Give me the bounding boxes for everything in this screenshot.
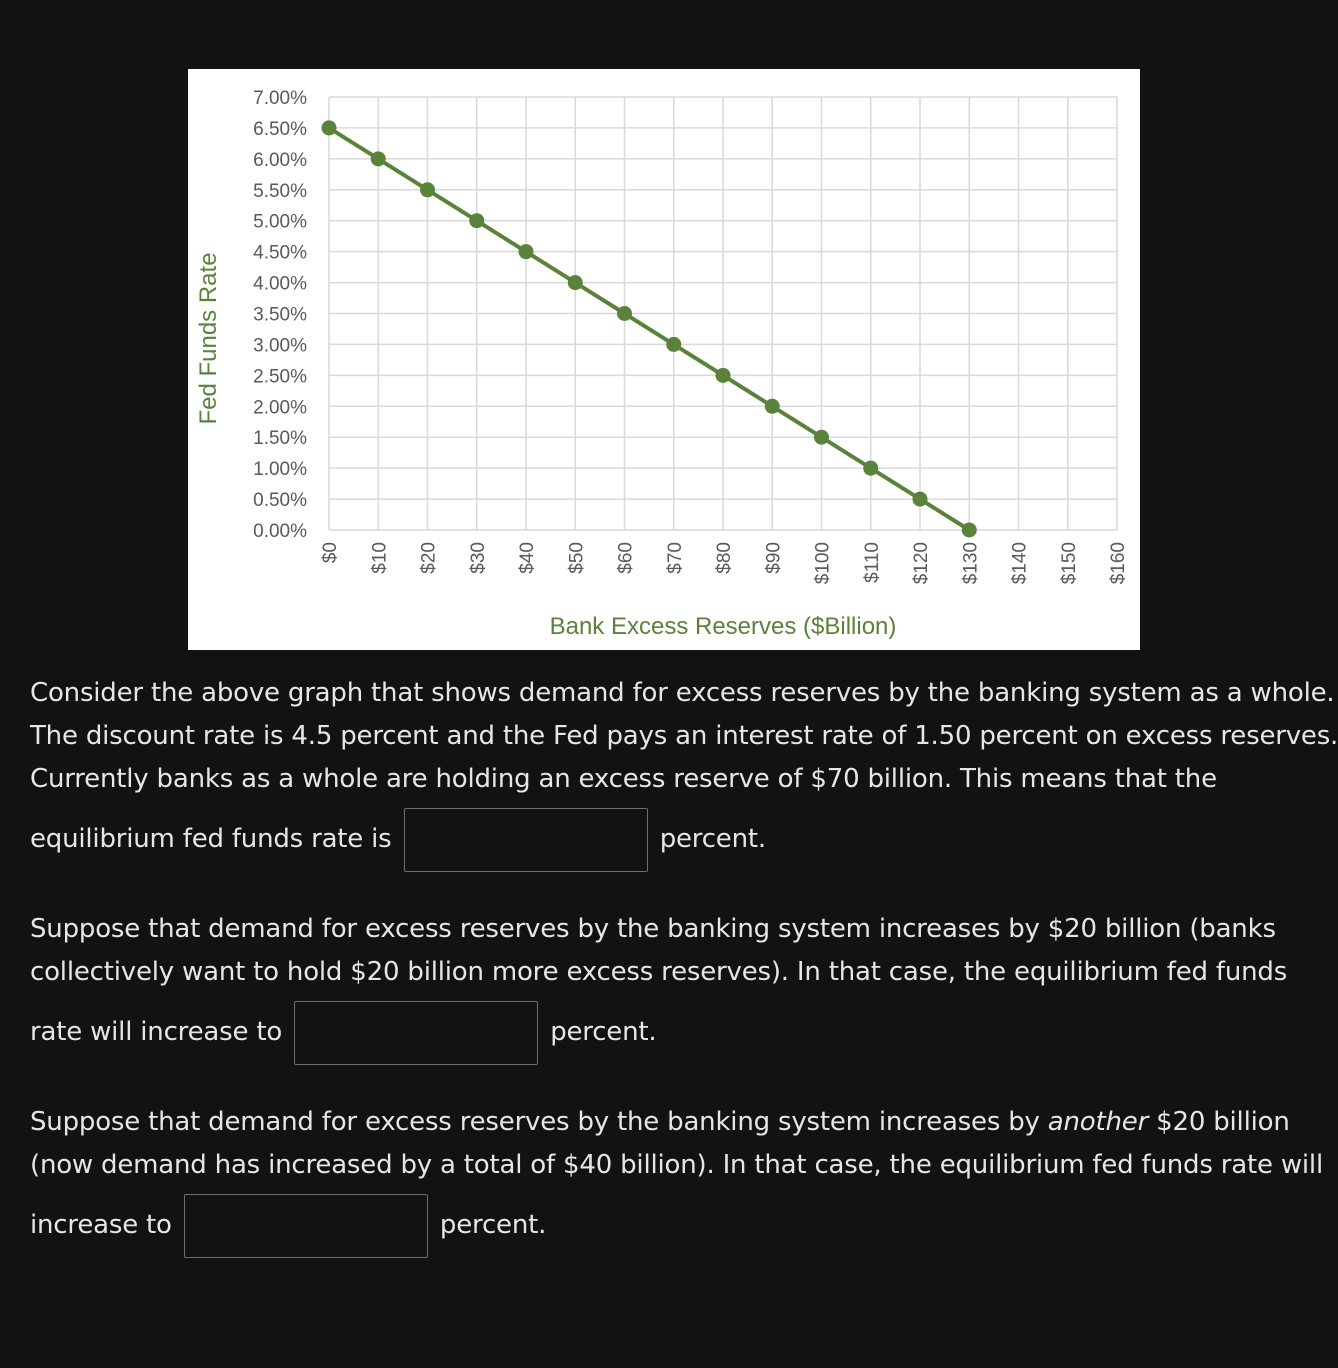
q1-suffix: percent. — [659, 824, 766, 854]
data-point — [322, 120, 337, 135]
y-tick-label: 5.50% — [253, 180, 307, 202]
q2-answer-input[interactable] — [294, 1001, 538, 1065]
question-2 — [30, 908, 1320, 1065]
q1-answer-input[interactable] — [404, 808, 648, 872]
data-point — [469, 213, 484, 228]
chart-panel — [188, 69, 1140, 650]
data-point — [814, 430, 829, 445]
q1-prefix: equilibrium fed funds rate is — [30, 824, 392, 854]
y-tick-label: 2.50% — [253, 366, 307, 388]
y-tick-label: 4.00% — [253, 273, 307, 295]
data-point — [765, 399, 780, 414]
q3-line-1 — [30, 1101, 1320, 1144]
x-tick-label: $60 — [615, 542, 637, 574]
y-tick-label: 3.00% — [253, 335, 307, 357]
x-tick-label: $110 — [861, 542, 883, 583]
x-tick-label: $120 — [911, 542, 932, 585]
data-point — [666, 337, 681, 352]
q2-prefix: rate will increase to — [30, 1017, 283, 1047]
q1-answer-row — [30, 807, 1320, 872]
x-tick-label: $130 — [960, 542, 982, 585]
y-tick-label: 0.50% — [253, 490, 307, 512]
y-tick-label: 1.50% — [253, 428, 307, 450]
q3-prefix: increase to — [30, 1210, 172, 1240]
y-tick-label: 6.00% — [253, 149, 307, 171]
data-point — [716, 368, 731, 383]
y-tick-label: 6.50% — [253, 118, 307, 140]
data-point — [519, 244, 534, 259]
data-point — [962, 523, 977, 538]
x-tick-label: $70 — [664, 542, 686, 574]
y-tick-label: 5.00% — [253, 211, 307, 233]
data-point — [420, 182, 435, 197]
data-point — [863, 461, 878, 476]
x-tick-label: $50 — [566, 542, 588, 574]
y-tick-label: 4.50% — [253, 242, 307, 264]
q3-emphasis: another — [1047, 1107, 1149, 1137]
data-point — [913, 492, 928, 507]
q1-line-3: Currently banks as a whole are holding an excess reserve of $70 billion. This means that the — [30, 764, 1217, 794]
y-tick-label: 0.00% — [253, 521, 307, 542]
x-tick-label: $20 — [418, 542, 440, 574]
x-tick-label: $90 — [763, 542, 785, 574]
q3-line-2: (now demand has increased by a total of $40 billion). In that case, the equilibrium fed funds rate will — [30, 1150, 1323, 1180]
y-axis-label: Fed Funds Rate — [195, 252, 222, 425]
q3-line-1-a: Suppose that demand for excess reserves by the banking system increases by — [30, 1107, 1048, 1137]
q3-answer-row — [30, 1193, 1320, 1258]
data-point — [617, 306, 632, 321]
y-tick-label: 2.00% — [253, 397, 307, 419]
x-tick-label: $30 — [467, 542, 489, 574]
y-tick-label: 3.50% — [253, 304, 307, 326]
question-3 — [30, 1101, 1323, 1258]
y-tick-label: 1.00% — [253, 459, 307, 481]
x-tick-label: $0 — [320, 542, 341, 564]
demand-chart — [188, 69, 1140, 650]
x-axis-label: Bank Excess Reserves ($Billion) — [549, 613, 897, 640]
q2-answer-row — [30, 1000, 1320, 1065]
q3-answer-input[interactable] — [184, 1194, 428, 1258]
q1-line-2: The discount rate is 4.5 percent and the Fed pays an interest rate of 1.50 percent on excess reserves. — [30, 721, 1338, 751]
x-tick-label: $150 — [1058, 542, 1080, 585]
q3-suffix: percent. — [439, 1210, 547, 1240]
q2-line-1: Suppose that demand for excess reserves by the banking system increases by $20 billion (banks — [30, 914, 1276, 944]
q1-line-1: Consider the above graph that shows demand for excess reserves by the banking system as a whole. — [30, 678, 1335, 708]
question-1 — [30, 672, 1338, 872]
y-tick-label: 7.00% — [253, 88, 307, 109]
q2-suffix: percent. — [550, 1017, 657, 1047]
x-tick-label: $160 — [1108, 542, 1129, 585]
data-point — [371, 151, 386, 166]
q2-line-2: collectively want to hold $20 billion more excess reserves). In that case, the equilibrium fed funds — [30, 957, 1288, 987]
data-point — [568, 275, 583, 290]
x-tick-label: $100 — [812, 542, 834, 585]
x-tick-label: $140 — [1009, 542, 1031, 585]
x-tick-label: $40 — [517, 542, 538, 574]
x-tick-label: $80 — [714, 542, 735, 574]
q3-line-1-b: $20 billion — [1148, 1107, 1290, 1137]
x-tick-label: $10 — [369, 542, 391, 574]
